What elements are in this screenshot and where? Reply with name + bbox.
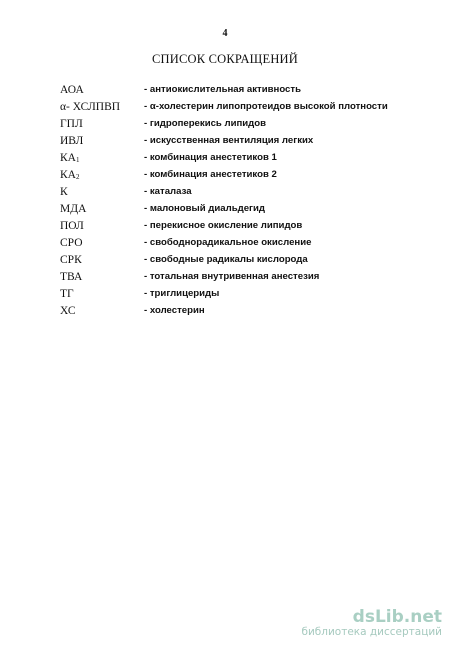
- page-title: СПИСОК СОКРАЩЕНИЙ: [151, 52, 299, 66]
- abbreviation-definition: - холестерин: [144, 305, 205, 316]
- watermark-logo: dsLib.net: [352, 607, 442, 627]
- abbreviation-term: [60, 236, 83, 250]
- abbreviation-term-text: ТВА: [60, 271, 83, 283]
- abbreviation-term: [60, 83, 84, 97]
- abbreviation-definition: - искусственная вентиляция легких: [144, 135, 314, 146]
- abbreviation-definition: - каталаза: [144, 186, 192, 197]
- abbreviation-term: [60, 100, 120, 114]
- abbreviation-term: [60, 304, 76, 318]
- abbreviation-term: [60, 202, 86, 216]
- abbreviation-definition: - комбинация анестетиков 2: [144, 169, 277, 180]
- abbreviation-term-text: К: [60, 186, 68, 198]
- abbreviation-row: [60, 236, 400, 253]
- abbreviation-definition: - тотальная внутривенная анестезия: [144, 271, 320, 282]
- abbreviation-term-text: ИВЛ: [60, 135, 84, 147]
- abbreviation-row: [60, 151, 400, 168]
- abbreviation-row: [60, 134, 400, 151]
- abbreviation-definition: - комбинация анестетиков 1: [144, 152, 277, 163]
- abbreviation-row: [60, 304, 400, 321]
- abbreviation-term: [60, 253, 82, 267]
- abbreviation-term: [60, 287, 74, 301]
- abbreviation-row: [60, 83, 400, 100]
- abbreviation-term-text: ГПЛ: [60, 118, 83, 130]
- abbreviation-term-text: МДА: [60, 203, 87, 215]
- abbreviation-term-text: АОА: [60, 84, 84, 96]
- abbreviation-term: [60, 219, 84, 233]
- abbreviation-term: [60, 168, 79, 184]
- abbreviation-term: [60, 151, 79, 167]
- abbreviation-row: [60, 202, 400, 219]
- abbreviation-list: [60, 83, 400, 321]
- abbreviation-row: [60, 117, 400, 134]
- abbreviation-term-text: ХС: [60, 305, 76, 317]
- abbreviation-definition: - гидроперекись липидов: [144, 118, 267, 129]
- abbreviation-term-subscript: 2: [75, 173, 80, 181]
- abbreviation-definition: - малоновый диальдегид: [144, 203, 266, 214]
- page-number: 4: [222, 28, 228, 39]
- abbreviation-term: [60, 185, 68, 199]
- abbreviation-row: [60, 100, 400, 117]
- abbreviation-row: [60, 185, 400, 202]
- abbreviation-term-text: ПОЛ: [60, 220, 84, 232]
- abbreviation-definition: - антиокислительная активность: [144, 84, 301, 95]
- abbreviation-row: [60, 287, 400, 304]
- abbreviation-term-text: ТГ: [60, 288, 74, 300]
- abbreviation-term: [60, 270, 82, 284]
- abbreviation-definition: - триглицериды: [144, 288, 220, 299]
- abbreviation-row: [60, 168, 400, 185]
- abbreviation-row: [60, 253, 400, 270]
- watermark: [301, 608, 442, 639]
- abbreviation-definition: - свободные радикалы кислорода: [144, 254, 308, 265]
- abbreviation-term-text: СРО: [60, 237, 83, 249]
- abbreviation-term-text: КА: [60, 169, 76, 181]
- abbreviation-term-text: КА: [60, 152, 76, 164]
- abbreviation-term-text: СРК: [60, 254, 82, 266]
- abbreviation-row: [60, 219, 400, 236]
- abbreviation-definition: - свободнорадикальное окисление: [144, 237, 312, 248]
- abbreviation-row: [60, 270, 400, 287]
- abbreviation-term: [60, 134, 83, 148]
- watermark-subtitle: библиотека диссертаций: [301, 626, 442, 638]
- abbreviation-term-text: α- ХСЛПВП: [60, 101, 121, 113]
- abbreviation-term-subscript: 1: [75, 156, 80, 164]
- abbreviation-term: [60, 117, 83, 131]
- abbreviation-definition: - α-холестерин липопротеидов высокой плотности: [144, 101, 388, 112]
- abbreviation-definition: - перекисное окисление липидов: [144, 220, 303, 231]
